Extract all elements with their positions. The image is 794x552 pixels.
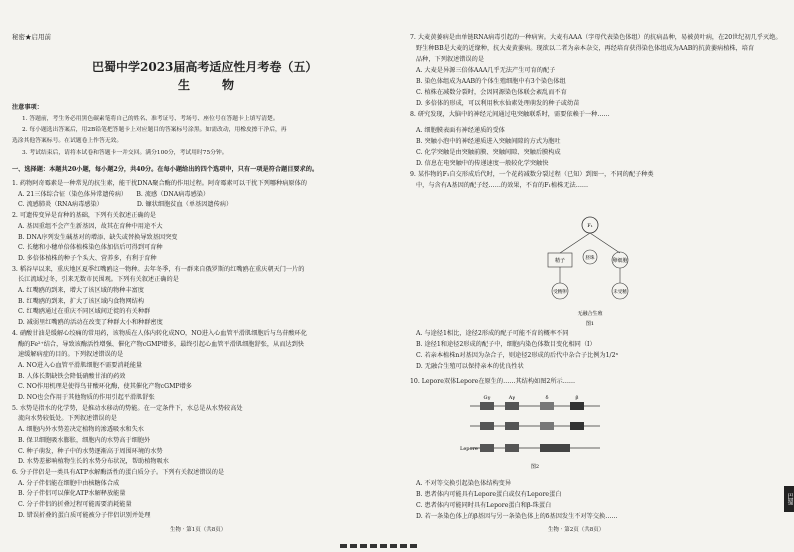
question-line: 流向水势较低处。下列叙述错误的是 bbox=[18, 415, 117, 423]
question-line: A. 大麦是异源三倍体AAA几乎无法产生可育的配子 bbox=[416, 67, 556, 74]
question-line: C. 红嘴鸥通过在重庆不同区域间迁徙的有关种群 bbox=[18, 308, 151, 316]
question-line: A. 21三体综合征（染色体异常遗传病） B. 流感（DNA病毒感染） bbox=[18, 190, 210, 198]
question-line: D. 无融合生殖可以保持亲本的优良性状 bbox=[416, 363, 524, 370]
question-line: C. 长穗和小穗单倍体植株染色体加倍后可得到可育种 bbox=[18, 244, 163, 252]
secret-label: 秘密★启用前 bbox=[12, 33, 51, 41]
page-footer-left: 生物 · 第1页（共8页） bbox=[170, 527, 227, 533]
question-stem: 3. 稻谷早以来，重庆地区夏季红嘴鸥这一物种。去年冬季，有一群来自俄罗斯的红嘴鸥在重庆朝天门一片的 bbox=[12, 265, 305, 273]
question-line: B. 染色体组成为AAB的个体生殖细胞中有3个染色体组 bbox=[416, 78, 566, 85]
question-line: A. 细胞膜表面有神经递质的受体 bbox=[416, 127, 505, 134]
section-heading: 一、选择题：本题共20小题，每小题2分，共40分。在每小题给出的四个选项中，只有一项是符合题目要求的。 bbox=[12, 166, 319, 173]
page-footer-right: 生物 · 第2页（共8页） bbox=[548, 527, 605, 533]
fig2-caption: 图2 bbox=[530, 464, 540, 470]
figure-2-diagram bbox=[460, 392, 610, 472]
question-line: 野生种BB是大麦的近缘种，抗大麦黄萎病。现欲以二者为亲本杂交，再经培育获得染色体组成为AAB的抗黄萎病植株，培育 bbox=[416, 45, 755, 52]
exam-title: 巴蜀中学2023届高考适应性月考卷（五） bbox=[92, 60, 318, 74]
question-stem: 2. 可遗传变异是育种的基础，下列有关叙述正确的是 bbox=[12, 212, 156, 220]
question-line: B. 患者体内可能具有Lepore蛋白或仅有Lepore蛋白 bbox=[416, 491, 562, 498]
question-line: 酶的Fe²⁺结合，导致该酶活性增强、催化产物cGMP增多，最终引起心血管平滑肌细胞舒张，从而达到快 bbox=[18, 340, 304, 348]
question-line: C. 分子伴侣的折叠过程可能需要消耗能量 bbox=[18, 501, 132, 508]
question-line: C. 若亲本植株n对基因为杂合子，则途径2形成的后代中杂合子比例为1/2ⁿ bbox=[416, 352, 619, 359]
question-stem: 7. 大麦黄萎病是由单链RNA病毒引起的一种病害。大麦有AAA（字母代表染色体组）的抗病品种，易被黄叶病，在20世纪初几乎灭绝。 bbox=[410, 34, 782, 41]
question-line: 长江流域过冬，引来无数市民围观。下列有关叙述正确的是 bbox=[18, 276, 179, 284]
question-line: D. 信息在电突触中的传递速度一般较化学突触快 bbox=[416, 160, 549, 167]
question-line: D. 减弱里红嘴鸥的活动在改变了种群大小和种群密度 bbox=[18, 319, 163, 327]
question-line: C. NO作用机理是使得鸟苷酸环化酶，使其催化产物cGMP增多 bbox=[18, 383, 192, 391]
question-line: C. 植株在减数分裂时，会因同源染色体联会紊乱而不育 bbox=[416, 89, 567, 96]
question-line: D. 多倍体的形成，可以利用秋水仙素处理萌发的种子或幼苗 bbox=[416, 100, 580, 107]
fig1-label: 胚珠 bbox=[585, 256, 595, 261]
question-line: B. 分子伴侣可以催化ATP水解释放能量 bbox=[18, 490, 126, 498]
fig1-label: 受精卵 bbox=[553, 290, 567, 295]
fig1-caption: 图1 bbox=[585, 321, 595, 327]
question-line: B. 保卫细胞吸水膨胀，细胞内的水势高于细胞外 bbox=[18, 436, 151, 444]
question-line: C. 患者体内可能同时具有Lepore蛋白和β-珠蛋白 bbox=[416, 502, 552, 509]
question-line: D. 错误折叠的蛋白质可能被分子伴侣识别并处理 bbox=[18, 511, 151, 519]
fig2-label: Gγ bbox=[483, 395, 491, 401]
question-line: A. 红嘴鸥的到来，增大了该区域的物种丰富度 bbox=[18, 287, 144, 294]
question-line: A. 细胞内外水势差决定植物的渗透吸水和失水 bbox=[18, 426, 144, 434]
question-line: B. 途径1和途径2形成的配子中，细胞内染色体数目变化相同（Ⅰ） bbox=[416, 341, 596, 348]
fig1-label: F₁ bbox=[587, 223, 593, 229]
question-line: C. 种子萌发，种子中的水势逐渐高于周围环境的水势 bbox=[18, 447, 163, 455]
note-item: 3. 考试结束后，请将本试卷和答题卡一并交回。满分100分，考试用时75分钟。 bbox=[22, 150, 228, 156]
question-line: 品种，下列叙述错误的是 bbox=[416, 56, 485, 63]
fig1-label: 无融合生殖 bbox=[577, 311, 603, 317]
question-line: D. 水势差影响植物生长的水势分布状况，帮助植物吸水 bbox=[18, 458, 169, 466]
note-item: 2. 每小题选出答案后，用2B铅笔把答题卡上对应题目的答案标号涂黑。如需改动，用橡皮擦干净后，再 bbox=[22, 127, 287, 133]
fig1-label: 未受精 bbox=[613, 290, 627, 295]
notes-heading: 注意事项： bbox=[12, 104, 43, 111]
question-line: B. 人体长期缺铁会降低硝酸甘油的药效 bbox=[18, 372, 126, 380]
question-stem: 5. 水势是指水的化学势，是推动水移动的势能。在一定条件下，水总是从水势较高处 bbox=[12, 404, 243, 412]
question-stem: 1. 药物阿奇霉素是一种常见的抗生素，能干扰DNA聚合酶的作用过程。阿奇霉素可以干扰下列哪种病原体的 bbox=[12, 180, 307, 187]
subject-title: 生 物 bbox=[178, 78, 245, 92]
question-line: D. NO也会作用于其他物质的作用引起平滑肌舒张 bbox=[18, 394, 155, 401]
figure-1-diagram bbox=[520, 215, 660, 327]
question-stem: 6. 分子伴侣是一类具有ATP水解酶活性的蛋白质分子。下列有关叙述错误的是 bbox=[12, 468, 225, 476]
question-stem: 8. 研究发现，大脑中的神经元间通过电突触联系时，需要依赖于一种…… bbox=[410, 111, 610, 118]
fig2-label: Aγ bbox=[508, 395, 516, 401]
edge-mark: 巴蜀 bbox=[784, 486, 794, 512]
question-line: D. 若一条染色体上的β基因与另一条染色体上的δ基因发生不对等交换…… bbox=[416, 513, 618, 520]
question-line: C. 流感肺炎（RNA病毒感染） D. 镰状细胞贫血（单基因遗传病） bbox=[18, 201, 233, 209]
question-line: A. NO进入心血管平滑肌细胞不需要消耗能量 bbox=[18, 361, 143, 369]
question-line: B. 红嘴鸥的到来，扩大了该区域内食物网结构 bbox=[18, 297, 145, 305]
question-line: 速缓解病症的目的。下列叙述错误的是 bbox=[18, 351, 124, 359]
question-line: C. 化学突触是由突触前膜、突触间隙、突触后膜构成 bbox=[416, 149, 561, 156]
fig2-label: Lepore bbox=[460, 446, 478, 452]
question-line: B. DNA序列发生碱基对的增添、缺失或替换导致基因突变 bbox=[18, 233, 178, 241]
fig1-label: 精子 bbox=[554, 258, 566, 264]
question-line: A. 基因重组不会产生新基因，故其在育种中用途不大 bbox=[18, 222, 163, 230]
fig2-label: β bbox=[575, 395, 579, 401]
question-stem: 10. Lepore双体Lepore在原生的……其结构如图2所示…… bbox=[410, 378, 576, 385]
question-stem: 9. 某作物的F₁自交形成后代时，一个花药减数分裂过程（已知）到图一，不同的配子种类 bbox=[410, 171, 654, 178]
question-line: D. 多倍体植株的种子个头大、营养多，有利于育种 bbox=[18, 254, 157, 262]
fig1-label: 卵细胞 bbox=[612, 258, 628, 264]
note-item: 1. 答题前，考生务必用黑色碳素笔将自己的姓名、准考证号、考场号、座位号在答题卡上填写清楚。 bbox=[22, 116, 279, 122]
question-line: B. 突触小泡中的神经递质进入突触间隙的方式为胞吐 bbox=[416, 138, 561, 145]
question-line: A. 与途径1相比，途径2形成的配子可能不育的概率不同 bbox=[416, 330, 569, 337]
question-line: 中，与含有A基因的配子经……的效果，不育的F₁植株无法…… bbox=[416, 182, 589, 189]
question-line: A. 不对等交换引起染色体结构变异 bbox=[416, 480, 512, 487]
fig2-label: δ bbox=[545, 395, 549, 401]
question-stem: 4. 硝酸甘油是缓解心绞痛的常用药，该物质在人体内转化成NO，NO进入心血管平滑肌细胞后与鸟苷酸环化 bbox=[12, 329, 307, 337]
note-item: 选涂其他答案标号。在试题卷上作答无效。 bbox=[12, 138, 123, 144]
question-line: A. 分子伴侣能在细胞中由核糖体合成 bbox=[18, 479, 120, 487]
